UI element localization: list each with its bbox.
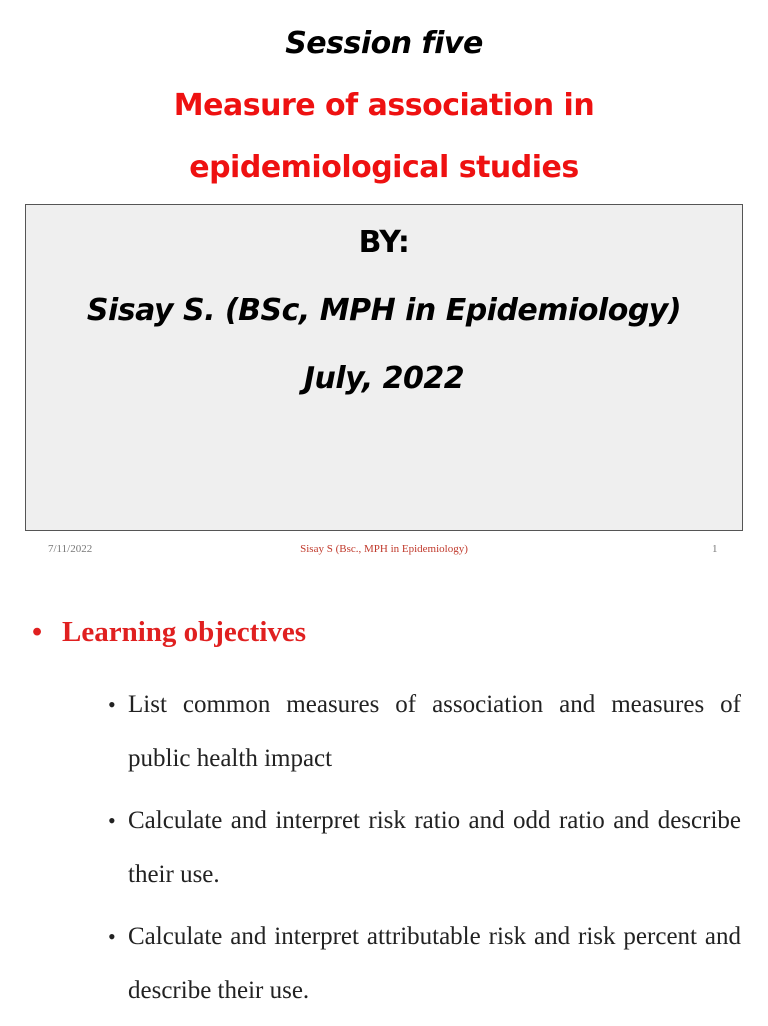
objective-text: List common measures of association and measures of public health impact [128,691,741,772]
by-label: BY: [358,225,410,260]
objectives-list [108,678,741,1026]
footer-date: 7/11/2022 [48,543,93,555]
author-box [25,204,743,531]
list-item [108,794,741,902]
bullet-icon: • [108,692,116,717]
footer-page-number: 1 [712,543,718,555]
footer-author: Sisay S (Bsc., MPH in Epidemiology) [300,543,468,555]
objectives-slide [0,560,768,1024]
list-item [108,910,741,1018]
heading-text: Learning objectives [62,616,307,648]
author-name: Sisay S. (BSc, MPH in Epidemiology) [86,293,682,328]
list-item [108,678,741,786]
learning-objectives-heading [32,616,306,649]
bullet-icon: • [108,924,116,949]
session-label: Session five [285,26,483,61]
presentation-date: July, 2022 [303,361,465,396]
main-title-line-1: Measure of association in [173,88,595,123]
bullet-icon: • [108,808,116,833]
main-title-line-2: epidemiological studies [189,150,579,185]
objective-text: Calculate and interpret attributable risk and risk percent and describe their use. [128,923,741,1004]
objective-text: Calculate and interpret risk ratio and odd ratio and describe their use. [128,807,741,888]
bullet-icon: • [32,616,43,648]
